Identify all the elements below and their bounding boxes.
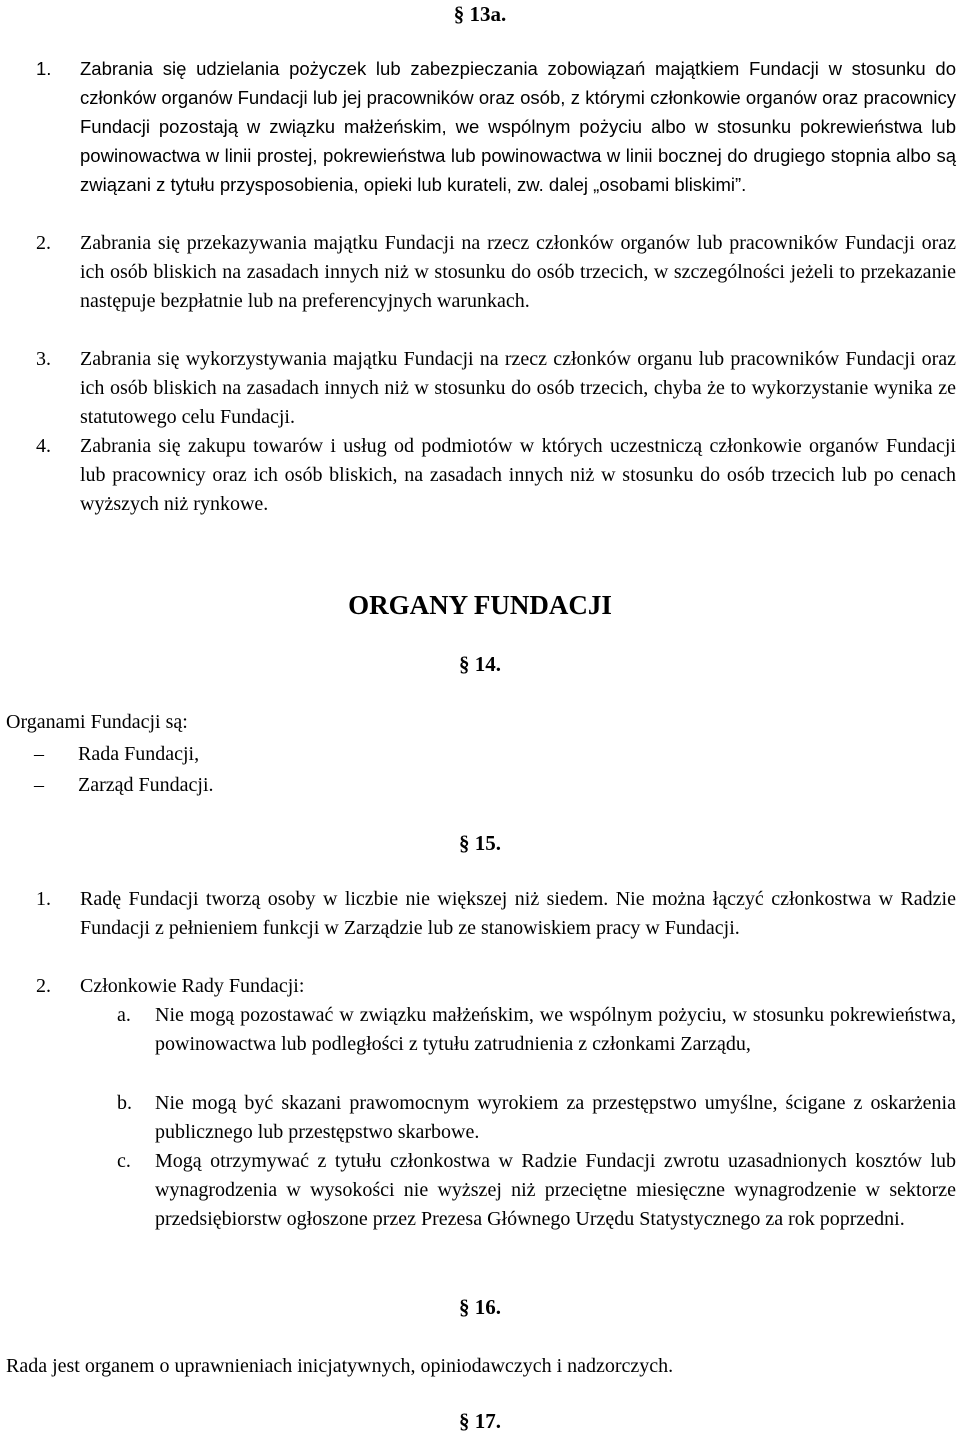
chapter-title: ORGANY FUNDACJI: [348, 590, 612, 620]
item-number: 1.: [36, 888, 51, 910]
section-14-heading: § 14.: [459, 652, 501, 676]
item-text: Członkowie Rady Fundacji:: [80, 975, 305, 997]
section-14-list-item: [34, 740, 199, 769]
section-15-item-2: [36, 972, 956, 1001]
subitem-letter: c.: [117, 1150, 131, 1172]
section-17-heading: § 17.: [459, 1409, 501, 1433]
item-number: 1.: [36, 58, 52, 79]
section-13a-item-4: [36, 432, 956, 519]
list-item-text: Rada Fundacji,: [78, 743, 200, 765]
section-15-subitem-c: [117, 1147, 956, 1234]
item-text: Zabrania się wykorzystywania majątku Fundacji na rzecz członków organu lub pracowników Fundacji oraz ich osób bliskich na zasadach innych niż w stosunku do osób trzecich, chyba że to wykorzystanie wynika ze statutowego celu Fundacji.: [80, 348, 956, 428]
item-text: Zabrania się zakupu towarów i usług od podmiotów w których uczestniczą członkowie organów Fundacji lub pracownicy oraz ich osób bliskich, na zasadach innych niż w stosunku do osób trzecich lub po cenach wyższych niż rynkowe.: [80, 435, 956, 515]
section-14-list-item: [34, 771, 214, 800]
item-number: 3.: [36, 348, 51, 370]
dash-bullet: –: [34, 743, 44, 765]
section-16-heading: § 16.: [459, 1295, 501, 1319]
subitem-text: Mogą otrzymywać z tytułu członkostwa w Radzie Fundacji zwrotu uzasadnionych kosztów lub wynagrodzenia w wysokości nie wyższej niż przeciętne miesięczne wynagrodzenie w sektorze przedsiębiorstw ogłoszone przez Prezesa Głównego Urzędu Statystycznego za rok poprzedni.: [155, 1150, 956, 1230]
section-16-text: Rada jest organem o uprawnieniach inicjatywnych, opiniodawczych i nadzorczych.: [6, 1355, 674, 1377]
section-13a-item-2: [36, 229, 956, 316]
section-15-item-1: [36, 885, 956, 943]
item-number: 2.: [36, 975, 51, 997]
section-13a-item-3: [36, 345, 956, 432]
section-15-heading: § 15.: [459, 831, 501, 855]
subitem-letter: a.: [117, 1004, 131, 1026]
section-14-intro: Organami Fundacji są:: [6, 711, 188, 733]
section-13a-heading: § 13a.: [453, 2, 507, 26]
item-number: 2.: [36, 232, 51, 254]
subitem-letter: b.: [117, 1092, 132, 1114]
item-text: Radę Fundacji tworzą osoby w liczbie nie większej niż siedem. Nie można łączyć członkostwa w Radzie Fundacji z pełnieniem funkcji w Zarządzie lub ze stanowiskiem pracy w Fundacji.: [80, 888, 956, 939]
item-number: 4.: [36, 435, 51, 457]
section-15-subitem-b: [117, 1089, 956, 1147]
dash-bullet: –: [34, 774, 44, 796]
item-text: Zabrania się przekazywania majątku Fundacji na rzecz członków organów lub pracowników Fundacji oraz ich osób bliskich na zasadach innych niż w stosunku do osób trzecich, w szczególności jeżeli to przekazanie następuje bezpłatnie lub na preferencyjnych warunkach.: [80, 232, 956, 312]
item-text: Zabrania się udzielania pożyczek lub zabezpieczania zobowiązań majątkiem Fundacji w stosunku do członków organów Fundacji lub jej pracowników oraz osób, z którymi członkowie organów oraz pracownicy Fundacji pozostają w związku małżeńskim, we wspólnym pożyciu albo w stosunku pokrewieństwa lub powinowactwa w linii prostej, pokrewieństwa lub powinowactwa w linii bocznej do drugiego stopnia albo są związani z tytułu przysposobienia, opieki lub kurateli, zw. dalej „osobami bliskimi”.: [80, 58, 956, 195]
subitem-text: Nie mogą pozostawać w związku małżeńskim, we wspólnym pożyciu, w stosunku pokrewieństwa, powinowactwa lub podległości z tytułu zatrudnienia z członkami Zarządu,: [155, 1004, 956, 1055]
section-13a-item-1: [36, 54, 956, 199]
subitem-text: Nie mogą być skazani prawomocnym wyrokiem za przestępstwo umyślne, ścigane z oskarżenia publicznego lub przestępstwo skarbowe.: [155, 1092, 956, 1143]
list-item-text: Zarząd Fundacji.: [78, 774, 214, 796]
section-15-subitem-a: [117, 1001, 956, 1059]
